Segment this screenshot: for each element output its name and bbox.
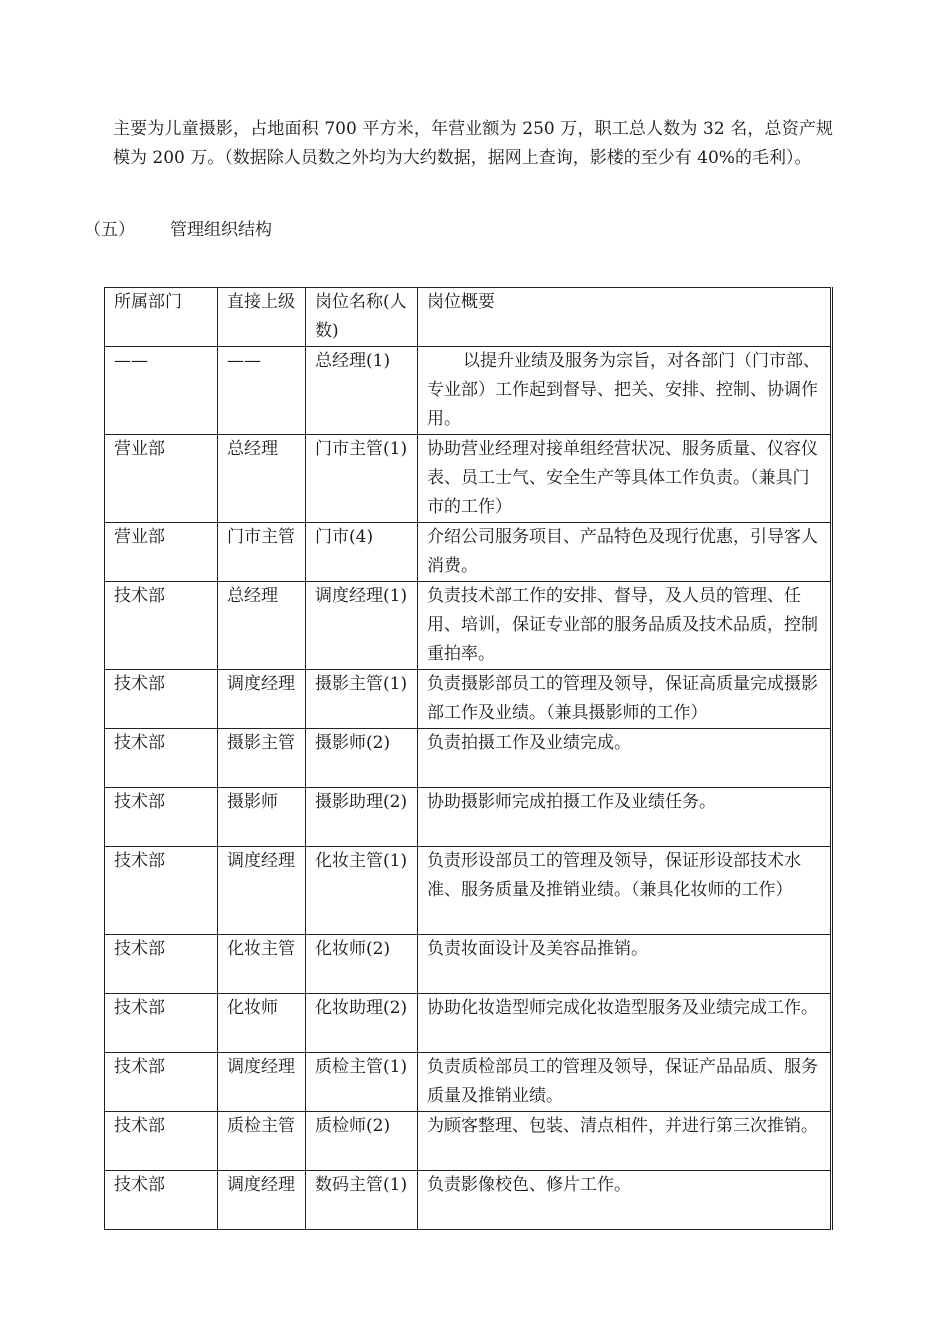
cell-summary: 负责影像校色、修片工作。	[418, 1171, 832, 1230]
cell-department: 营业部	[105, 435, 218, 523]
cell-summary: 负责质检部员工的管理及领导，保证产品品质、服务质量及推销业绩。	[418, 1053, 832, 1112]
cell-position: 质检师(2)	[306, 1112, 418, 1171]
cell-supervisor: 门市主管	[218, 523, 306, 582]
cell-supervisor: 化妆师	[218, 994, 306, 1053]
section-heading	[84, 216, 272, 245]
cell-summary: 协助化妆造型师完成化妆造型服务及业绩完成工作。	[418, 994, 832, 1053]
cell-department: 技术部	[105, 582, 218, 670]
cell-position: 数码主管(1)	[306, 1171, 418, 1230]
intro-paragraph: 主要为儿童摄影，占地面积 700 平方米，年营业额为 250 万，职工总人数为 32 名，总资产规模为 200 万。（数据除人员数之外均为大约数据，据网上查询，影楼的至少有 40%的毛利）。	[113, 119, 833, 168]
header-summary: 岗位概要	[418, 288, 832, 347]
cell-supervisor: 摄影主管	[218, 729, 306, 788]
cell-summary: 以提升业绩及服务为宗旨，对各部门（门市部、专业部）工作起到督导、把关、安排、控制、协调作用。	[418, 347, 832, 435]
cell-supervisor: 质检主管	[218, 1112, 306, 1171]
table-row	[105, 788, 832, 847]
cell-supervisor: ——	[218, 347, 306, 435]
cell-summary: 负责形设部员工的管理及领导，保证形设部技术水准、服务质量及推销业绩。（兼具化妆师的工作）	[418, 847, 832, 935]
cell-summary: 介绍公司服务项目、产品特色及现行优惠，引导客人消费。	[418, 523, 832, 582]
table-row	[105, 1053, 832, 1112]
header-department: 所属部门	[105, 288, 218, 347]
section-title: 管理组织结构	[170, 220, 272, 240]
table-row	[105, 935, 832, 994]
cell-position: 化妆主管(1)	[306, 847, 418, 935]
cell-position: 摄影助理(2)	[306, 788, 418, 847]
cell-department: 技术部	[105, 935, 218, 994]
cell-supervisor: 调度经理	[218, 1171, 306, 1230]
cell-department: 技术部	[105, 670, 218, 729]
section-number: （五）	[84, 220, 135, 240]
cell-department: ——	[105, 347, 218, 435]
cell-supervisor: 调度经理	[218, 847, 306, 935]
cell-summary: 协助摄影师完成拍摄工作及业绩任务。	[418, 788, 832, 847]
cell-position: 摄影师(2)	[306, 729, 418, 788]
cell-summary: 为顾客整理、包装、清点相件，并进行第三次推销。	[418, 1112, 832, 1171]
cell-supervisor: 化妆主管	[218, 935, 306, 994]
table-row	[105, 582, 832, 670]
cell-position: 总经理(1)	[306, 347, 418, 435]
cell-department: 营业部	[105, 523, 218, 582]
cell-supervisor: 摄影师	[218, 788, 306, 847]
cell-position: 调度经理(1)	[306, 582, 418, 670]
header-position: 岗位名称(人数)	[306, 288, 418, 347]
table-row	[105, 523, 832, 582]
cell-summary: 负责摄影部员工的管理及领导，保证高质量完成摄影部工作及业绩。（兼具摄影师的工作）	[418, 670, 832, 729]
cell-supervisor: 总经理	[218, 582, 306, 670]
table-row	[105, 1112, 832, 1171]
cell-summary: 负责技术部工作的安排、督导，及人员的管理、任用、培训，保证专业部的服务品质及技术品质，控制重拍率。	[418, 582, 832, 670]
cell-summary: 协助营业经理对接单组经营状况、服务质量、仪容仪表、员工士气、安全生产等具体工作负责。（兼具门市的工作）	[418, 435, 832, 523]
cell-department: 技术部	[105, 729, 218, 788]
cell-position: 门市(4)	[306, 523, 418, 582]
table-row	[105, 670, 832, 729]
table-row	[105, 994, 832, 1053]
cell-department: 技术部	[105, 1171, 218, 1230]
table-row	[105, 729, 832, 788]
cell-supervisor: 调度经理	[218, 670, 306, 729]
cell-supervisor: 总经理	[218, 435, 306, 523]
org-structure-table	[104, 287, 833, 1230]
cell-department: 技术部	[105, 788, 218, 847]
table-row	[105, 347, 832, 435]
cell-department: 技术部	[105, 847, 218, 935]
cell-summary: 负责拍摄工作及业绩完成。	[418, 729, 832, 788]
cell-department: 技术部	[105, 994, 218, 1053]
cell-supervisor: 调度经理	[218, 1053, 306, 1112]
table-header-row	[105, 288, 832, 347]
cell-position: 化妆师(2)	[306, 935, 418, 994]
cell-summary: 负责妆面设计及美容品推销。	[418, 935, 832, 994]
cell-position: 门市主管(1)	[306, 435, 418, 523]
header-supervisor: 直接上级	[218, 288, 306, 347]
cell-department: 技术部	[105, 1053, 218, 1112]
cell-position: 质检主管(1)	[306, 1053, 418, 1112]
cell-department: 技术部	[105, 1112, 218, 1171]
cell-position: 化妆助理(2)	[306, 994, 418, 1053]
table-row	[105, 1171, 832, 1230]
cell-position: 摄影主管(1)	[306, 670, 418, 729]
table-row	[105, 847, 832, 935]
table-row	[105, 435, 832, 523]
